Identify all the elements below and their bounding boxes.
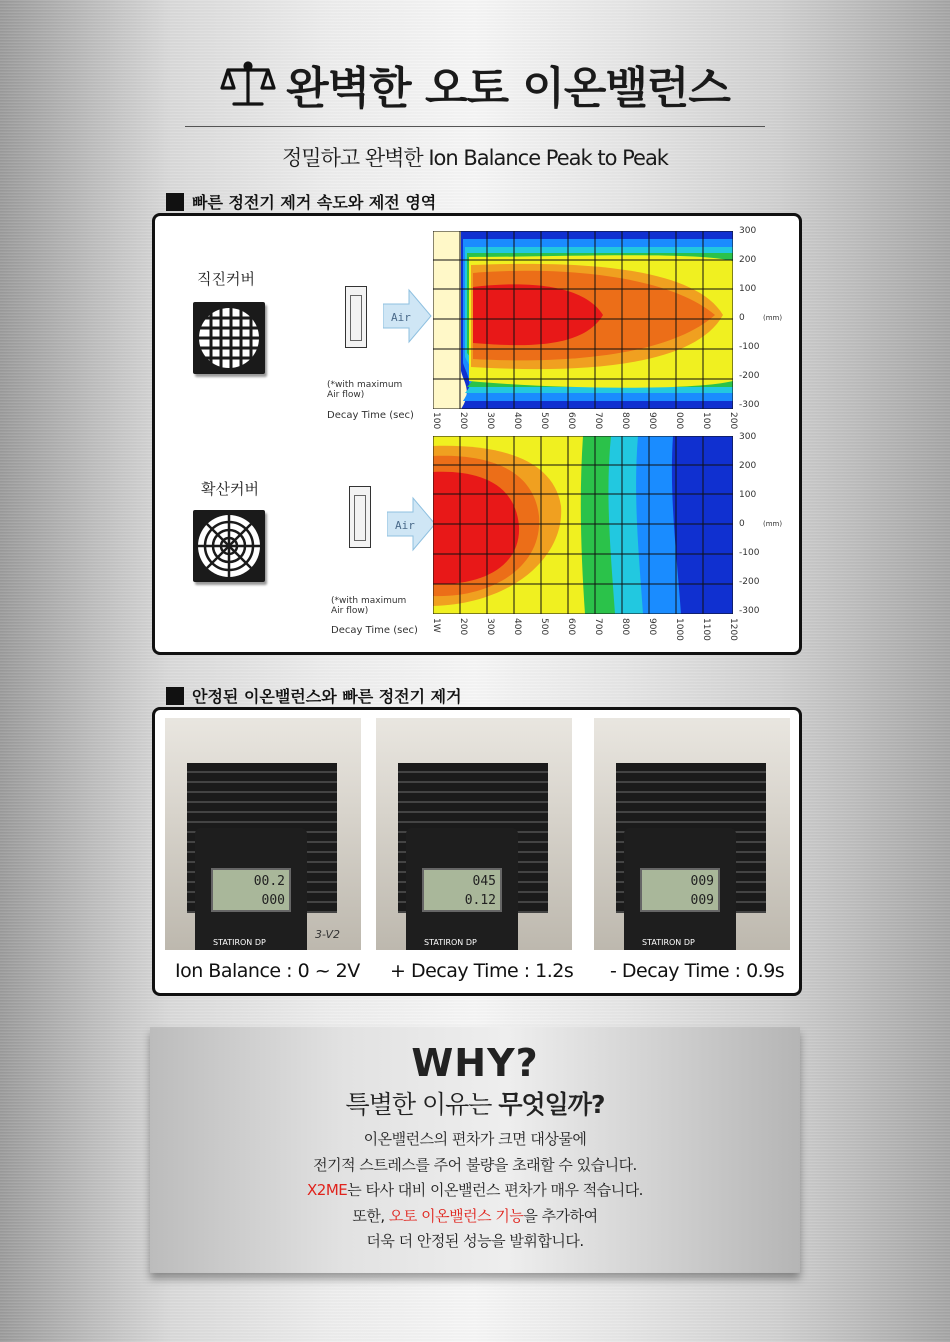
x-tick: 700 bbox=[593, 618, 603, 636]
x-tick: 600 bbox=[566, 618, 576, 636]
y-tick: -200 bbox=[739, 371, 760, 381]
section2-label-text: 안정된 이온밸런스와 빠른 정전기 제거 bbox=[192, 687, 462, 706]
brand-highlight: X2ME bbox=[307, 1181, 348, 1199]
page-title-text: 완벽한 오토 이온밸런스 bbox=[286, 63, 730, 114]
why-line-4 bbox=[150, 1204, 800, 1230]
title-divider bbox=[185, 126, 765, 127]
x-tick: 100 bbox=[701, 412, 711, 430]
x-tick: 400 bbox=[512, 412, 522, 430]
why-line-4-post: 을 추가하여 bbox=[523, 1206, 598, 1225]
air-label: Air bbox=[391, 311, 411, 324]
y-tick: -100 bbox=[739, 342, 760, 352]
charged-plate-monitor bbox=[624, 828, 736, 950]
y-unit: (mm) bbox=[763, 314, 783, 322]
charged-plate-monitor bbox=[406, 828, 518, 950]
x-tick: 000 bbox=[674, 412, 684, 430]
decay-time-label: Decay Time (sec) bbox=[327, 410, 414, 421]
section2-label bbox=[166, 684, 462, 707]
x-tick: 1W bbox=[431, 618, 441, 633]
direct-cover-label: 직진커버 bbox=[197, 270, 255, 288]
measurement-panel bbox=[152, 707, 802, 996]
diffuse-cover-label: 확산커버 bbox=[201, 480, 259, 498]
y-tick: 100 bbox=[739, 284, 757, 294]
why-line-4-pre: 또한, bbox=[352, 1206, 389, 1225]
y-tick: 100 bbox=[739, 490, 757, 500]
why-subtitle bbox=[150, 1085, 800, 1121]
x-tick: 100 bbox=[431, 412, 441, 430]
x-tick: 200 bbox=[458, 412, 468, 430]
y-tick: 0 bbox=[739, 519, 745, 529]
max-airflow-note: (*with maximum Air flow) bbox=[331, 596, 407, 616]
y-tick: -300 bbox=[739, 606, 760, 616]
meter-lcd bbox=[640, 868, 720, 912]
page-subtitle: 정밀하고 완벽한 Ion Balance Peak to Peak bbox=[282, 146, 668, 170]
why-line-3 bbox=[150, 1178, 800, 1204]
lcd-bottom-value: 000 bbox=[261, 893, 285, 908]
why-line-3-rest: 는 타사 대비 이온밸런스 편차가 매우 적습니다. bbox=[347, 1181, 643, 1199]
header bbox=[0, 52, 950, 116]
x-tick: 900 bbox=[647, 618, 657, 636]
x-tick: 1000 bbox=[674, 618, 684, 641]
charged-plate-monitor bbox=[195, 828, 307, 950]
meter-brand: STATIRON DP bbox=[642, 938, 695, 947]
page-title bbox=[220, 52, 730, 116]
why-subtitle-bold: 무엇일까? bbox=[498, 1090, 605, 1119]
ionizer-device-icon bbox=[345, 286, 367, 348]
y-tick: 200 bbox=[739, 255, 757, 265]
device-model-text: 3-V2 bbox=[315, 928, 341, 941]
feature-highlight: 오토 이온밸런스 기능 bbox=[388, 1206, 524, 1225]
meter-lcd bbox=[211, 868, 291, 912]
plus-decay-caption: + Decay Time : 1.2s bbox=[390, 960, 574, 982]
section1-label bbox=[166, 190, 436, 213]
x-tick: 500 bbox=[539, 412, 549, 430]
x-tick: 1100 bbox=[701, 618, 711, 641]
lcd-top-value: 045 bbox=[472, 874, 496, 889]
meter-brand: STATIRON DP bbox=[213, 938, 266, 947]
diffuse-cover-image bbox=[193, 510, 265, 582]
bullet-square-icon bbox=[166, 687, 184, 705]
lcd-bottom-value: 0.12 bbox=[464, 893, 496, 908]
direct-heatmap bbox=[433, 231, 733, 409]
x-tick: 400 bbox=[512, 618, 522, 636]
y-tick: 0 bbox=[739, 313, 745, 323]
measurement-photo-1 bbox=[165, 718, 361, 950]
x-tick: 700 bbox=[593, 412, 603, 430]
x-tick: 800 bbox=[620, 412, 630, 430]
diffuse-heatmap bbox=[433, 436, 733, 614]
measurement-photo-2 bbox=[376, 718, 572, 950]
measurement-photo-3 bbox=[594, 718, 790, 950]
x-tick: 800 bbox=[620, 618, 630, 636]
x-tick: 200 bbox=[728, 412, 738, 430]
minus-decay-caption: - Decay Time : 0.9s bbox=[610, 960, 785, 982]
meter-brand: STATIRON DP bbox=[424, 938, 477, 947]
x-tick: 600 bbox=[566, 412, 576, 430]
lcd-top-value: 00.2 bbox=[253, 874, 285, 889]
lcd-top-value: 009 bbox=[690, 874, 714, 889]
why-subtitle-plain: 특별한 이유는 bbox=[345, 1090, 499, 1119]
section1-label-text: 빠른 정전기 제거 속도와 제전 영역 bbox=[192, 193, 437, 212]
why-line-2: 전기적 스트레스를 주어 불량을 초래할 수 있습니다. bbox=[313, 1155, 637, 1174]
balance-scale-icon bbox=[220, 58, 276, 110]
lcd-bottom-value: 009 bbox=[690, 893, 714, 908]
decay-chart-panel bbox=[152, 213, 802, 655]
x-tick: 300 bbox=[485, 412, 495, 430]
x-tick: 900 bbox=[647, 412, 657, 430]
y-tick: 200 bbox=[739, 461, 757, 471]
decay-time-label: Decay Time (sec) bbox=[331, 625, 418, 636]
y-tick: 300 bbox=[739, 226, 757, 236]
air-label: Air bbox=[395, 519, 415, 532]
why-line-5: 더욱 더 안정된 성능을 발휘합니다. bbox=[366, 1232, 584, 1250]
y-tick: -200 bbox=[739, 577, 760, 587]
why-body bbox=[150, 1127, 800, 1255]
x-tick: 200 bbox=[458, 618, 468, 636]
bullet-square-icon bbox=[166, 193, 184, 211]
y-tick: -300 bbox=[739, 400, 760, 410]
ion-balance-caption: Ion Balance : 0 ~ 2V bbox=[175, 960, 360, 982]
meter-lcd bbox=[422, 868, 502, 912]
y-tick: -100 bbox=[739, 548, 760, 558]
why-title: WHY? bbox=[411, 1041, 539, 1085]
air-arrow-icon bbox=[383, 288, 433, 344]
y-tick: 300 bbox=[739, 432, 757, 442]
x-tick: 1200 bbox=[728, 618, 738, 641]
ionizer-device-icon bbox=[349, 486, 371, 548]
y-unit: (mm) bbox=[763, 520, 783, 528]
direct-cover-image bbox=[193, 302, 265, 374]
why-box bbox=[150, 1027, 800, 1273]
max-airflow-note: (*with maximum Air flow) bbox=[327, 380, 403, 400]
x-tick: 300 bbox=[485, 618, 495, 636]
air-arrow-icon bbox=[387, 496, 437, 552]
x-tick: 500 bbox=[539, 618, 549, 636]
why-line-1: 이온밸런스의 편차가 크면 대상물에 bbox=[363, 1130, 587, 1148]
